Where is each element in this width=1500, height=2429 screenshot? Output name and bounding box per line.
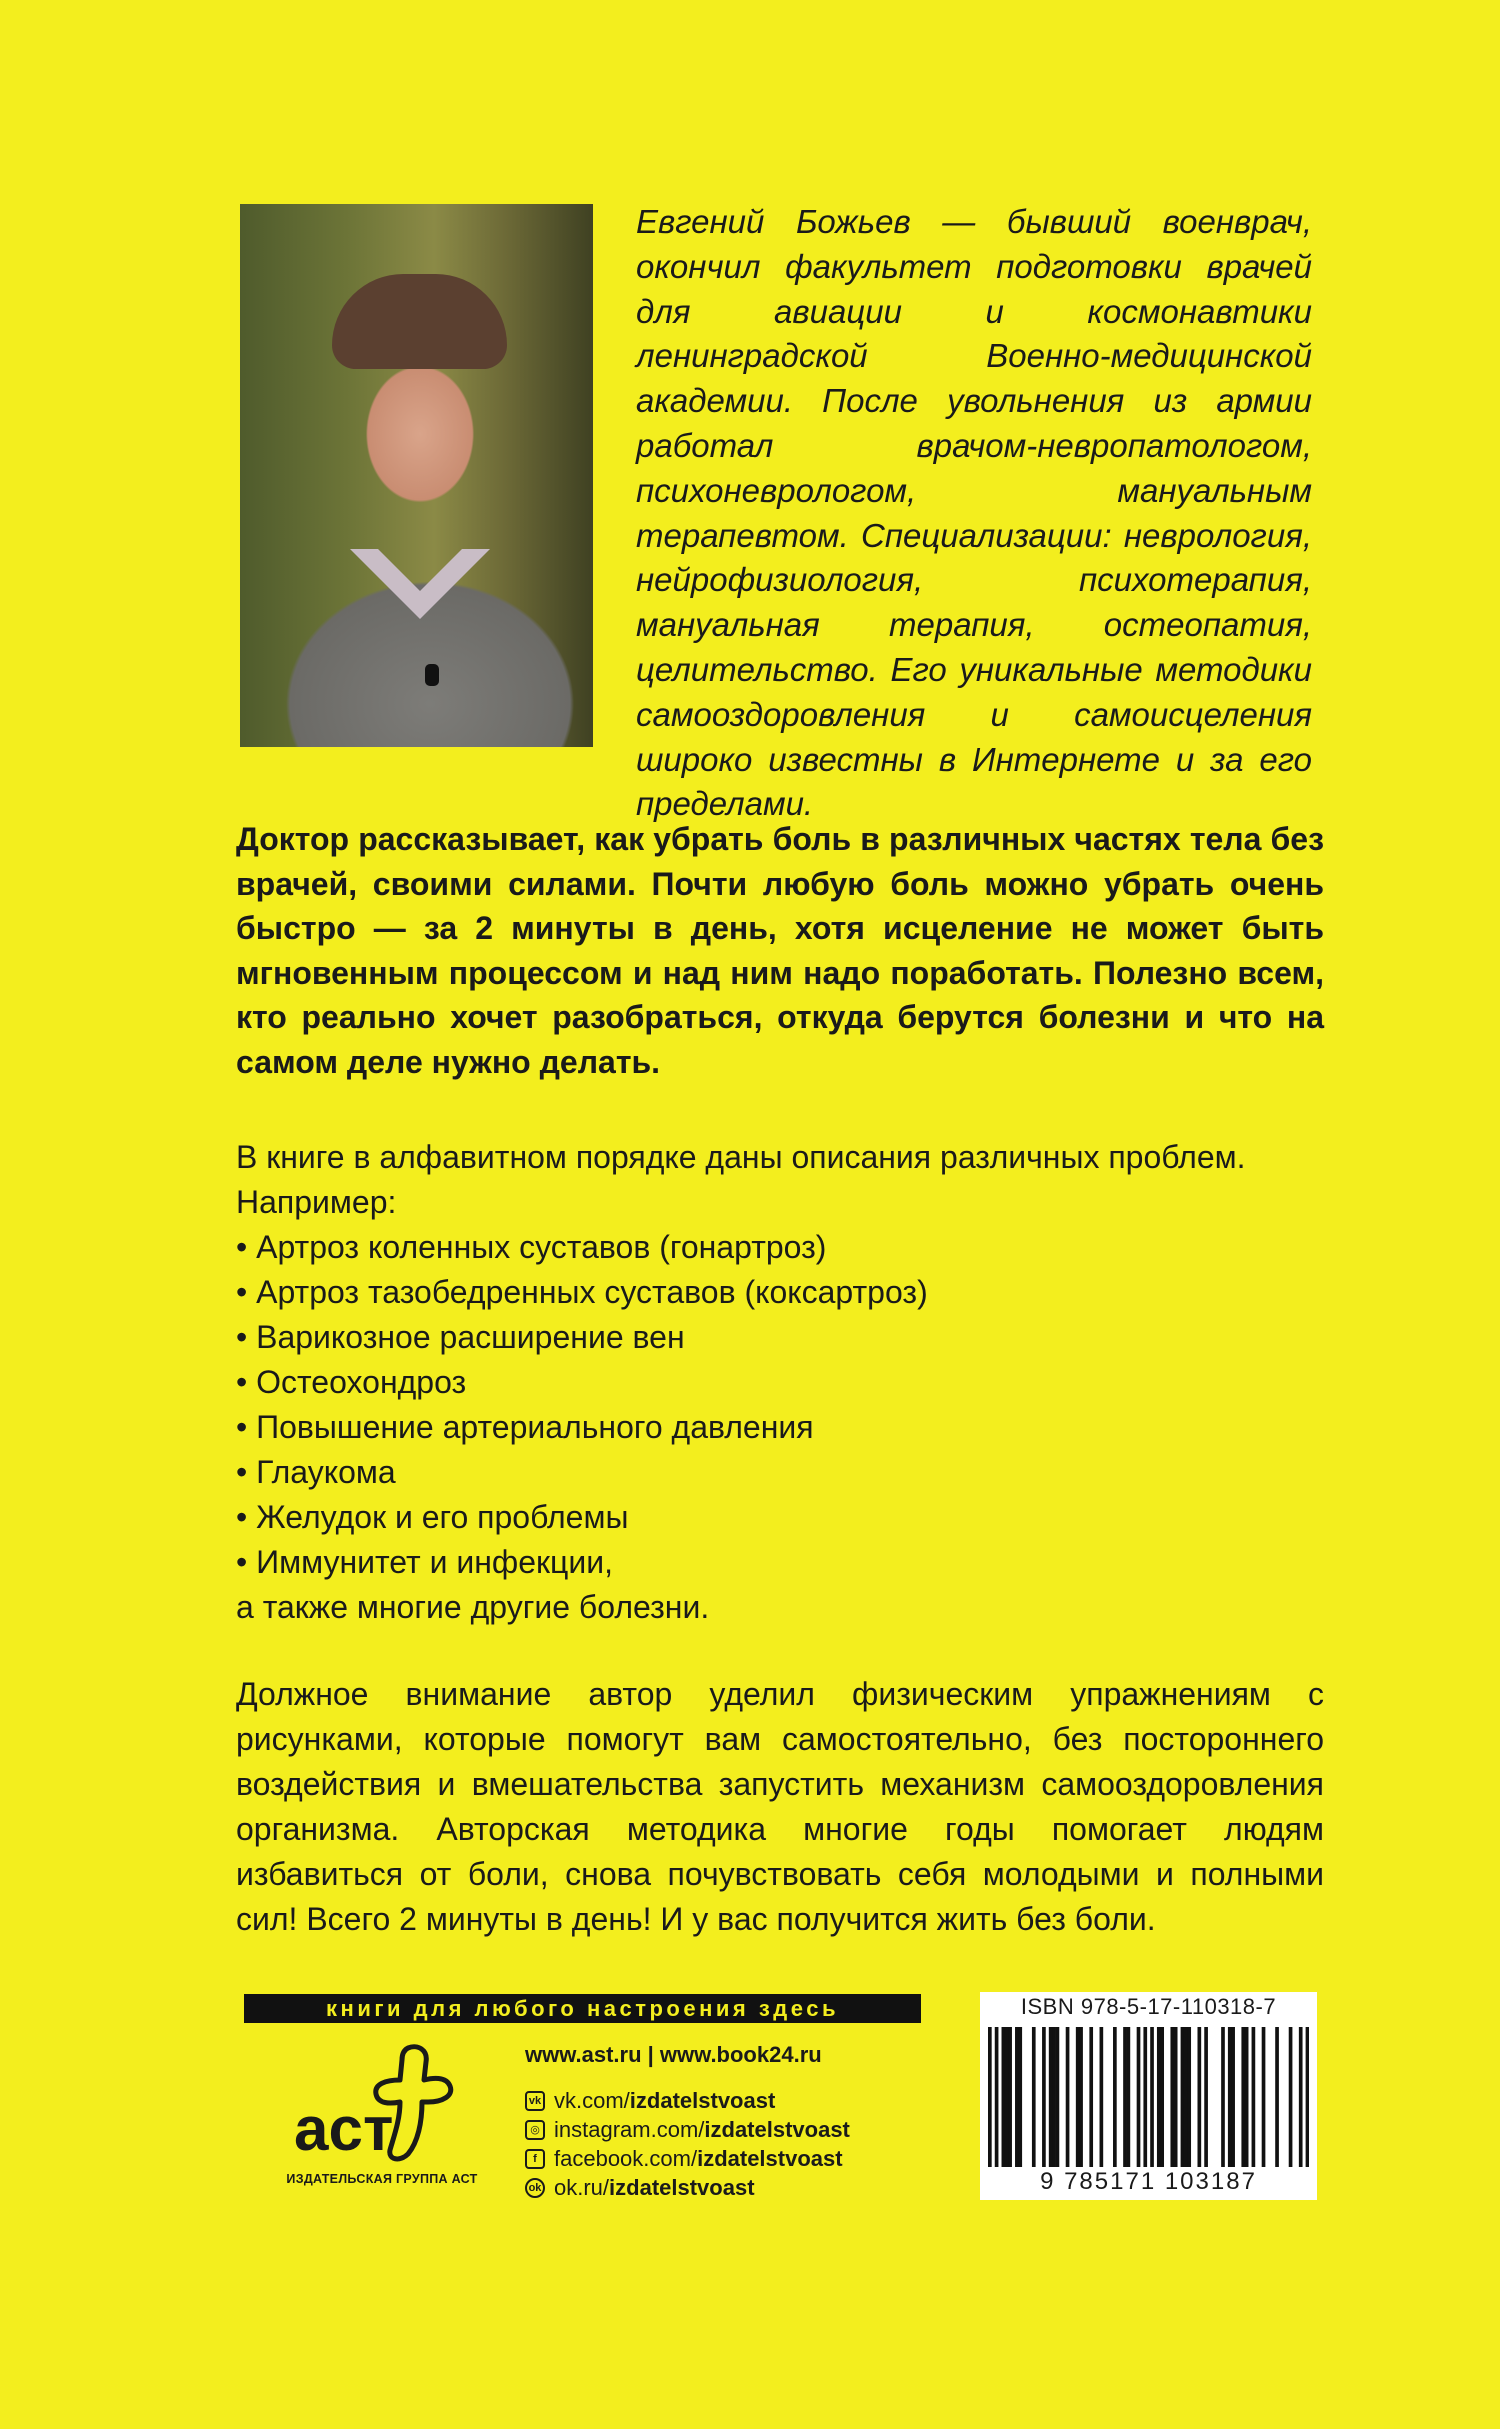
logo-letters: аст — [294, 2095, 394, 2164]
list-item: • Повышение артериального давления — [236, 1409, 814, 1445]
author-bio: Евгений Божьев — бывший военврач, окончил факультет подготовки врачей для авиации и космонавтики ленинградской Военно-медицинской академии. После увольнения из армии работал врачом-невропатологом, психоневрологом, мануальным терапевтом. Специализации: неврология, нейрофизиология, психотерапия, мануальная терапия, остеопатия, целительство. Его уникальные методики самооздоровления и самоисцеления широко известны в Интернете и за его пределами. — [636, 203, 1312, 823]
barcode-bar — [988, 2027, 992, 2167]
social-link-ok[interactable] — [525, 2173, 945, 2202]
barcode-bar — [1241, 2027, 1245, 2167]
barcode-bar — [1100, 2027, 1104, 2167]
list-item: • Артроз коленных суставов (гонартроз) — [236, 1229, 827, 1265]
social-handle: izdatelstvoast — [704, 2116, 850, 2142]
social-prefix: facebook.com/ — [554, 2145, 698, 2171]
list-item: • Остеохондроз — [236, 1364, 467, 1400]
list-intro-example: Например: — [236, 1184, 397, 1220]
list-intro: В книге в алфавитном порядке даны описания различных проблем. — [236, 1139, 1246, 1175]
barcode-bar — [1137, 2027, 1141, 2167]
barcode-bar — [1221, 2027, 1225, 2167]
social-handle: izdatelstvoast — [697, 2145, 843, 2171]
publisher-sites[interactable]: www.ast.ru | www.book24.ru — [525, 2042, 822, 2067]
barcode-bar — [1187, 2027, 1191, 2167]
barcode-bar — [1066, 2027, 1070, 2167]
author-photo — [240, 204, 593, 747]
barcode-bar — [1079, 2027, 1083, 2167]
list-item: • Желудок и его проблемы — [236, 1499, 629, 1535]
publisher-links — [525, 2042, 945, 2202]
barcode-bar — [1002, 2027, 1006, 2167]
barcode-bar — [1181, 2027, 1185, 2167]
vk-icon: vk — [525, 2091, 545, 2111]
barcode-bar — [1076, 2027, 1080, 2167]
barcode-bar — [1005, 2027, 1009, 2167]
barcode-bar — [1299, 2027, 1303, 2167]
facebook-icon: f — [525, 2149, 545, 2169]
social-prefix: instagram.com/ — [554, 2116, 705, 2142]
barcode-bar — [1052, 2027, 1056, 2167]
barcode-bar — [1306, 2027, 1309, 2167]
barcode-bar — [1170, 2027, 1174, 2167]
barcode-bar — [1127, 2027, 1131, 2167]
social-link-vk[interactable] — [525, 2086, 945, 2115]
publisher-caption: ИЗДАТЕЛЬСКАЯ ГРУППА АСТ — [286, 2172, 478, 2186]
barcode-bar — [1015, 2027, 1019, 2167]
publisher-tagline: книги для любого настроения здесь — [244, 1994, 921, 2023]
barcode-bar — [1157, 2027, 1161, 2167]
barcode-bar — [1160, 2027, 1164, 2167]
barcode-bar — [1289, 2027, 1293, 2167]
social-link-facebook[interactable] — [525, 2144, 945, 2173]
barcode-bar — [1042, 2027, 1046, 2167]
barcode-bar — [1262, 2027, 1266, 2167]
list-outro: а также многие другие болезни. — [236, 1589, 710, 1625]
list-item: • Иммунитет и инфекции, — [236, 1544, 613, 1580]
barcode-bar — [1089, 2027, 1093, 2167]
barcode-bar — [1049, 2027, 1053, 2167]
photo-lapel-mic — [425, 664, 439, 686]
ast-logo-icon — [290, 2042, 460, 2167]
barcode-bar — [1143, 2027, 1147, 2167]
list-item: • Глаукома — [236, 1454, 396, 1490]
barcode-bar — [1113, 2027, 1117, 2167]
social-prefix: ok.ru/ — [554, 2174, 610, 2200]
isbn-label: ISBN 978-5-17-110318-7 — [1020, 1994, 1277, 2019]
photo-hair — [332, 274, 507, 369]
photo-collar — [350, 549, 490, 619]
closing-paragraph: Должное внимание автор уделил физическим упражнениям с рисунками, которые помогут вам самостоятельно, без постороннего воздействия и вмешательства запустить механизм самооздоровления организма. Авторская методика многие годы помогает людям избавиться от боли, снова почувствовать себя молодыми и полными сил! Всего 2 минуты в день! И у вас получится жить без боли. — [236, 1676, 1324, 1937]
barcode-bar — [1018, 2027, 1022, 2167]
odnoklassniki-icon: ok — [525, 2178, 545, 2198]
social-handle: izdatelstvoast — [609, 2174, 755, 2200]
isbn-barcode-box — [980, 1992, 1317, 2200]
conditions-list — [236, 1135, 1326, 1630]
barcode-bar — [1275, 2027, 1279, 2167]
barcode-bar — [1228, 2027, 1232, 2167]
barcode-bar — [1174, 2027, 1178, 2167]
social-handle: izdatelstvoast — [629, 2087, 776, 2113]
barcode-bar — [1123, 2027, 1127, 2167]
barcode-bar — [1184, 2027, 1188, 2167]
barcode-bar — [1056, 2027, 1060, 2167]
barcode-bar — [1008, 2027, 1012, 2167]
isbn-digits: 9 785171 103187 — [1040, 2168, 1257, 2195]
barcode-bar — [1245, 2027, 1249, 2167]
barcode-bar — [1204, 2027, 1208, 2167]
barcode-bar — [1150, 2027, 1154, 2167]
social-link-instagram[interactable] — [525, 2115, 945, 2144]
barcode-bar — [1032, 2027, 1036, 2167]
barcode-bar — [1231, 2027, 1235, 2167]
social-prefix: vk.com/ — [554, 2087, 630, 2113]
barcode-bar — [1197, 2027, 1201, 2167]
instagram-icon: ◎ — [525, 2120, 545, 2140]
book-lead: Доктор рассказывает, как убрать боль в различных частях тела без врачей, своими силами. Почти любую боль можно убрать очень быстро — за 2 минуты в день, хотя исцеление не может быть мгновенным процессом и над ним надо поработать. Полезно всем, кто реально хочет разобраться, откуда берутся болезни и что на самом деле нужно делать. — [236, 821, 1324, 1080]
barcode-icon — [988, 2027, 1309, 2167]
barcode-bar — [1252, 2027, 1256, 2167]
barcode-bar — [995, 2027, 999, 2167]
list-item: • Артроз тазобедренных суставов (коксартроз) — [236, 1274, 928, 1310]
list-item: • Варикозное расширение вен — [236, 1319, 685, 1355]
